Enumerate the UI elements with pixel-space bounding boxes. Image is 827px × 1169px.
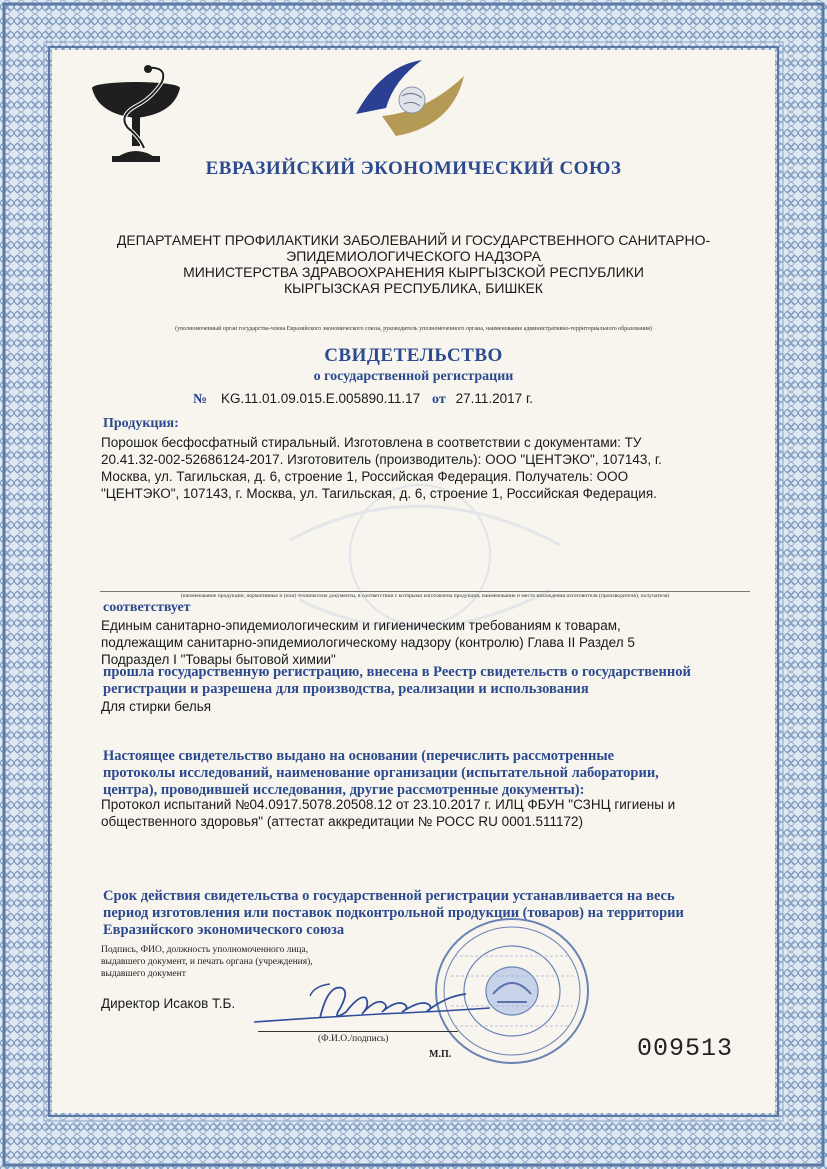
date-label: от [432,392,446,407]
department-line: ДЕПАРТАМЕНТ ПРОФИЛАКТИКИ ЗАБОЛЕВАНИЙ И ГОСУДАРСТВЕННОГО САНИТАРНО- [116,232,711,248]
product-note: (наименование продукции, нормативные и (или) технические документы, в соответствии с которыми изготовлена продукция, наименование и место нахождения изготовителя (производителя), получателя) [180,593,670,599]
number-label: № [193,392,208,407]
authority-note: (уполномоченный орган государства-члена Евразийского экономического союза, руководитель уполномоченного органа, наименование административно-территориального образования) [175,326,652,332]
certificate-title: СВИДЕТЕЛЬСТВО [324,345,503,366]
validity-line: Евразийского экономического союза [103,922,345,938]
validity-line: период изготовления или поставок подконтрольной продукции (товаров) на территории [103,905,684,921]
compliance-label: соответствует [103,600,191,615]
validity-line: Срок действия свидетельства о государственной регистрации устанавливается на весь [103,888,675,904]
compliance-line: подлежащим санитарно-эпидемиологическому надзору (контролю) Глава II Раздел 5 [101,635,635,650]
product-line: Порошок бесфосфатный стиральный. Изготовлена в соответствии с документами: ТУ [101,435,642,450]
product-line: 20.41.32-002-52686124-2017. Изготовитель (производитель): ООО "ЦЕНТЭКО", 107143, г. [101,452,662,467]
protocol-text [101,796,675,830]
usage-text: Для стирки белья [101,699,212,714]
signature-note-line: выдавшего документ, и печать органа (учреждения), [101,957,313,967]
signer-name: Директор Исаков Т.Б. [101,996,236,1011]
certificate-date: 27.11.2017 г. [455,391,533,406]
product-line: Москва, ул. Тагильская, д. 6, строение 1, Российская Федерация. Получатель: ООО [101,469,629,484]
product-label: Продукция: [103,416,179,431]
certificate-number: KG.11.01.09.015.E.005890.11.17 [220,391,421,406]
department-line: ЭПИДЕМИОЛОГИЧЕСКОГО НАДЗОРА [286,248,541,264]
union-name: ЕВРАЗИЙСКИЙ ЭКОНОМИЧЕСКИЙ СОЮЗ [205,158,622,179]
fio-underline [258,1031,458,1032]
certificate-subtitle: о государственной регистрации [313,369,514,384]
signature-note [101,944,313,980]
bowl-of-hygieia-icon [88,62,184,164]
product-line: "ЦЕНТЭКО", 107143, г. Москва, ул. Тагильская, д. 6, строение 1, Российская Федерация. [101,486,657,501]
department-line: МИНИСТЕРСТВА ЗДРАВООХРАНЕНИЯ КЫРГЫЗСКОЙ РЕСПУБЛИКИ [183,264,644,280]
registration-line: регистрации и разрешена для производства, реализации и использования [103,681,589,697]
registration-line: прошла государственную регистрацию, внесена в Реестр свидетельств о государственной [103,664,691,680]
fio-note: (Ф.И.О./подпись) [318,1034,389,1044]
validity-statement [103,888,684,939]
signature-note-line: Подпись, ФИО, должность уполномоченного лица, [101,945,309,955]
protocol-line: Протокол испытаний №04.0917.5078.20508.12 от 23.10.2017 г. ИЛЦ ФБУН "СЗНЦ гигиены и [101,797,676,812]
eaeu-emblem-icon [352,56,468,142]
compliance-text [101,617,635,668]
department-line: КЫРГЫЗСКАЯ РЕСПУБЛИКА, БИШКЕК [284,280,543,296]
product-note-underline [100,591,750,592]
compliance-line: Подраздел I "Товары бытовой химии" [101,652,336,667]
compliance-line: Единым санитарно-эпидемиологическим и гигиеническим требованиям к товарам, [101,618,621,633]
registration-statement [103,664,691,698]
serial-number: 009513 [637,1034,734,1063]
basis-line: Настоящее свидетельство выдано на основании (перечислить рассмотренные [103,748,615,764]
department-block [60,232,767,296]
protocol-line: общественного здоровья" (аттестат аккредитации № РОСС RU 0001.511172) [101,814,584,829]
handwritten-signature-icon [250,978,510,1034]
product-description [101,434,721,502]
basis-line: протоколы исследований, наименование организации (испытательной лаборатории, [103,765,659,781]
basis-statement [103,748,659,799]
signature-note-line: выдавшего документ [101,969,186,979]
certificate-number-row [193,390,533,408]
basis-line: центра), проводившей исследования, другие рассмотренные документы): [103,782,585,798]
stamp-label: М.П. [429,1049,452,1060]
